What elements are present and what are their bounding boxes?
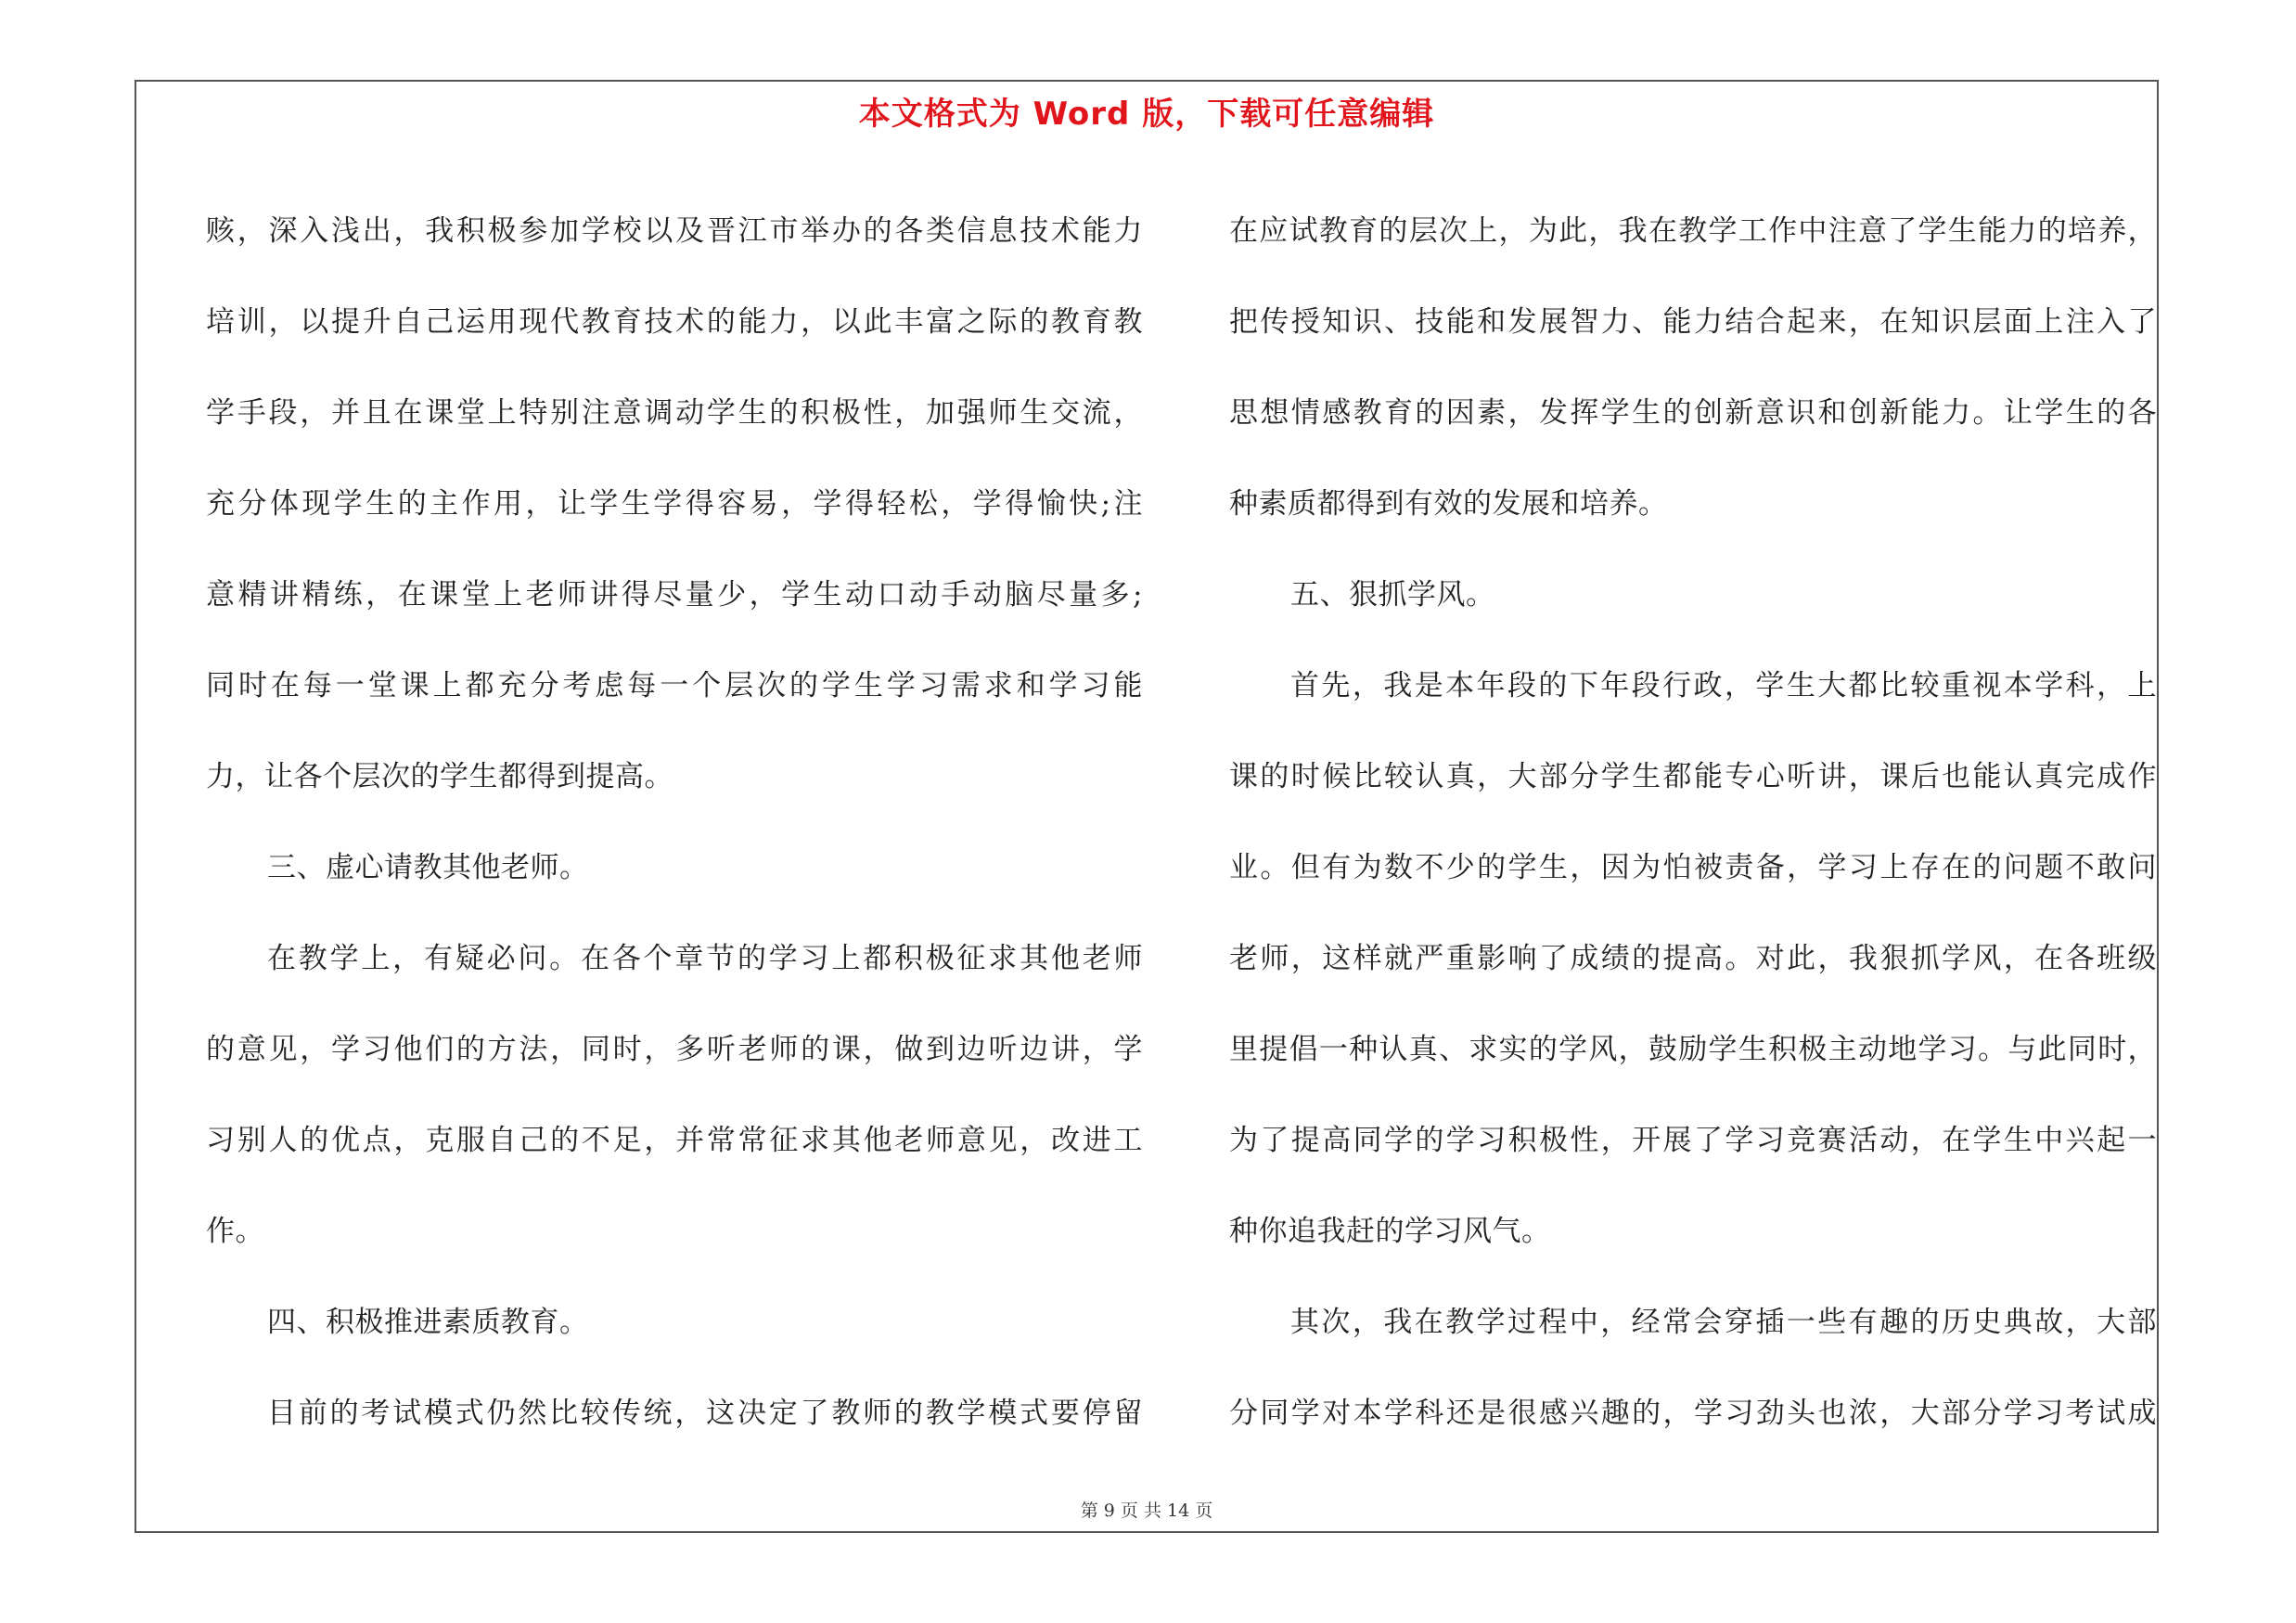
page-number: 第 9 页 共 14 页 [1080,1501,1213,1521]
text-line: 培训，以提升自己运用现代教育技术的能力，以此丰富之际的教育教 [206,305,1143,339]
text-line: 的意见，学习他们的方法，同时，多听老师的课，做到边听边讲，学 [206,1033,1143,1066]
text-line: 目前的考试模式仍然比较传统，这决定了教师的教学模式要停留 [267,1397,1143,1430]
text-line: 其次，我在教学过程中，经常会穿插一些有趣的历史典故，大部 [1290,1306,2157,1339]
text-line: 老师，这样就严重影响了成绩的提高。对此，我狠抓学风，在各班级 [1229,942,2157,975]
left-column [206,186,1143,1459]
text-line: 种你追我赶的学习风气。 [1229,1215,1551,1248]
text-line: 里提倡一种认真、求实的学风，鼓励学生积极主动地学习。与此同时， [1229,1033,2157,1066]
text-line: 种素质都得到有效的发展和培养。 [1229,487,1668,521]
text-line: 学手段，并且在课堂上特别注意调动学生的积极性，加强师生交流， [206,396,1143,430]
text-line: 首先，我是本年段的下年段行政，学生大都比较重视本学科，上 [1290,669,2157,702]
text-line: 为了提高同学的学习积极性，开展了学习竞赛活动，在学生中兴起一 [1229,1124,2157,1157]
text-line: 把传授知识、技能和发展智力、能力结合起来，在知识层面上注入了 [1229,305,2157,339]
text-line: 分同学对本学科还是很感兴趣的，学习劲头也浓，大部分学习考试成 [1229,1397,2157,1430]
text-line: 思想情感教育的因素，发挥学生的创新意识和创新能力。让学生的各 [1229,396,2157,430]
page-frame [135,80,2159,1533]
text-line: 五、狠抓学风。 [1290,578,1495,612]
right-column [1229,186,2157,1459]
text-line: 在教学上，有疑必问。在各个章节的学习上都积极征求其他老师 [267,942,1143,975]
text-line: 力，让各个层次的学生都得到提高。 [206,760,673,793]
text-line: 充分体现学生的主作用，让学生学得容易，学得轻松，学得愉快;注 [206,487,1143,521]
text-line: 四、积极推进素质教育。 [267,1306,589,1339]
text-line: 在应试教育的层次上，为此，我在教学工作中注意了学生能力的培养， [1229,214,2157,248]
text-line: 三、虚心请教其他老师。 [267,851,589,884]
text-line: 作。 [206,1215,264,1248]
text-line: 习别人的优点，克服自己的不足，并常常征求其他老师意见，改进工 [206,1124,1143,1157]
header-banner: 本文格式为 Word 版，下载可任意编辑 [858,96,1435,133]
text-line: 赅，深入浅出，我积极参加学校以及晋江市举办的各类信息技术能力 [206,214,1143,248]
text-line: 课的时候比较认真，大部分学生都能专心听讲，课后也能认真完成作 [1229,760,2157,793]
text-line: 意精讲精练，在课堂上老师讲得尽量少，学生动口动手动脑尽量多; [206,578,1143,612]
text-line: 业。但有为数不少的学生，因为怕被责备，学习上存在的问题不敢问 [1229,851,2157,884]
text-line: 同时在每一堂课上都充分考虑每一个层次的学生学习需求和学习能 [206,669,1143,702]
